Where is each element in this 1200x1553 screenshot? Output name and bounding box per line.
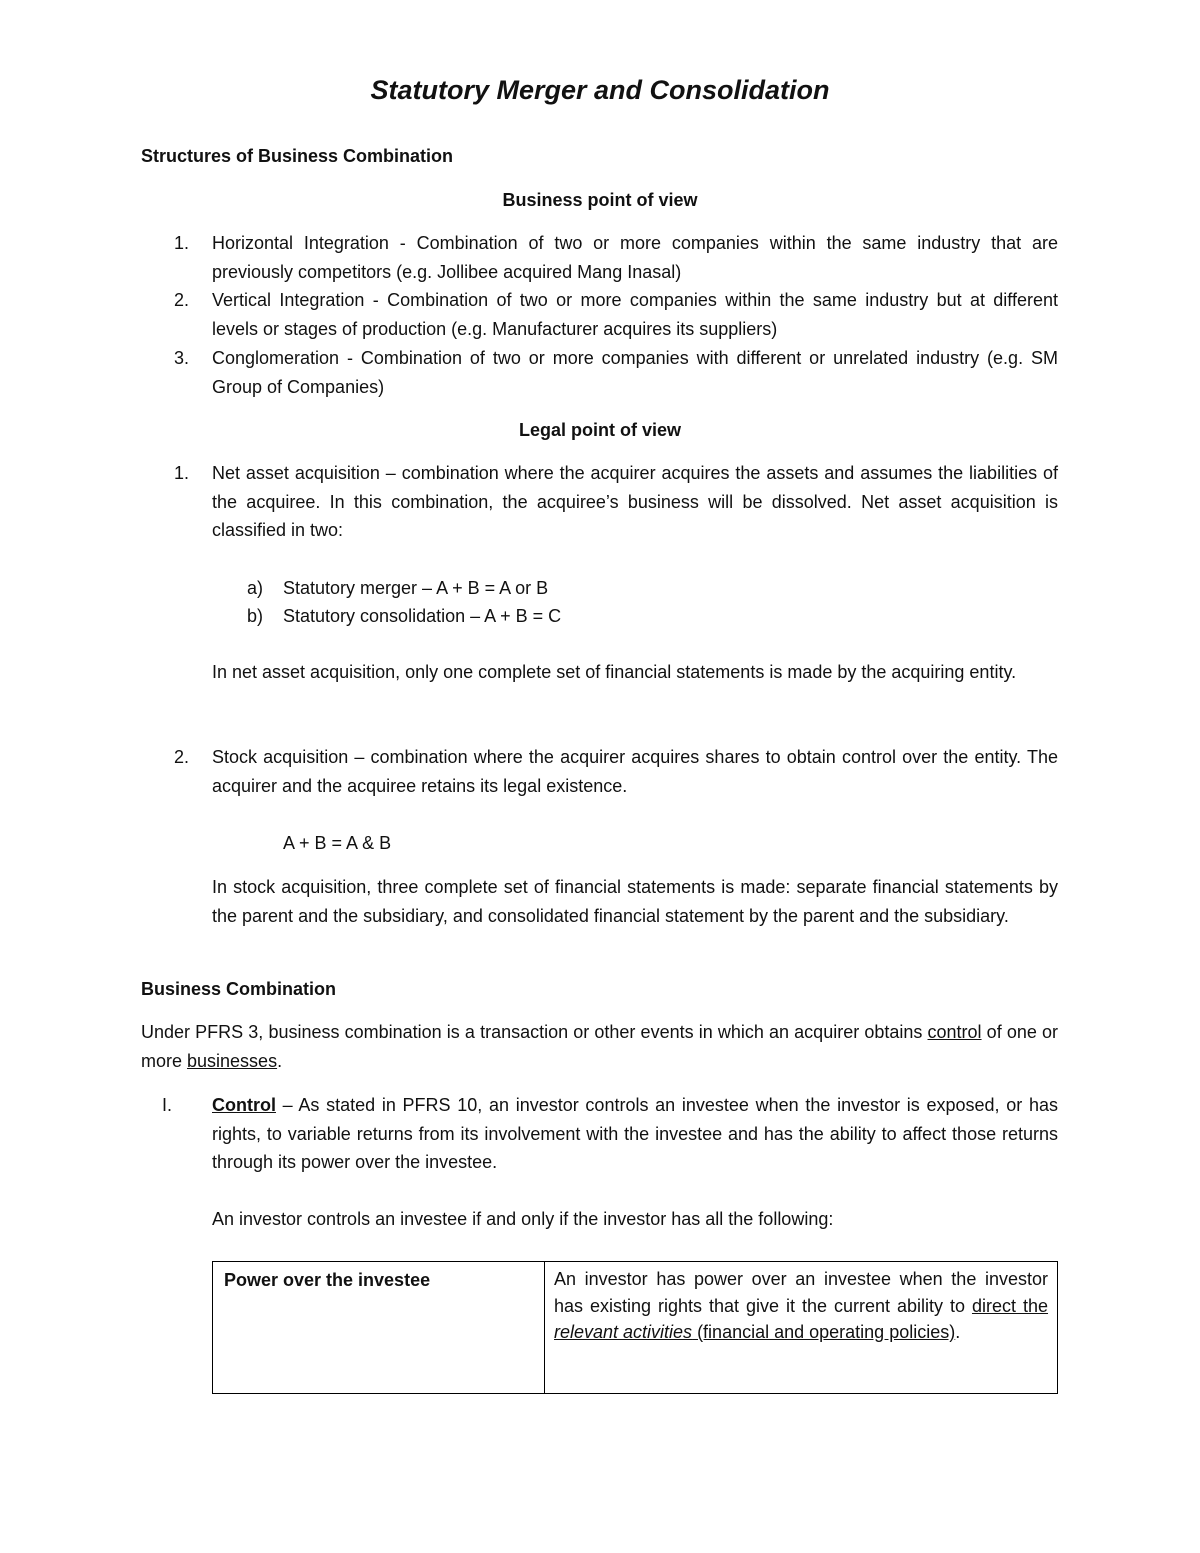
sub-item-statutory-merger: Statutory merger – A + B = A or B: [283, 578, 549, 598]
list-item-text: - Combination of two or more companies within the same industry but at different levels or stages of production (e.g. Manufacturer acquires its suppliers): [212, 290, 1058, 339]
business-combination-definition: [141, 1018, 1058, 1075]
sub-item-statutory-consolidation: Statutory consolidation – A + B = C: [283, 606, 562, 626]
list-item-text: - Combination of two or more companies within the same industry that are previously competitors (e.g. Jollibee acquired Mang Inasal): [212, 233, 1058, 282]
table-divider: [544, 1262, 545, 1393]
list-item-conglomeration: [212, 344, 1058, 401]
list-item-term: Vertical Integration: [212, 290, 365, 310]
list-item-text: - Combination of two or more companies with different or unrelated industry (e.g. SM Group of Companies): [212, 348, 1058, 397]
definition-text: .: [277, 1050, 283, 1071]
roman-numeral: I.: [162, 1095, 173, 1115]
list-number: 2.: [174, 747, 190, 767]
table-cell-criterion: Power over the investee: [224, 1270, 431, 1290]
section-heading-structures: Structures of Business Combination: [141, 146, 454, 166]
list-number: 1.: [174, 463, 190, 483]
list-number: 2.: [174, 290, 190, 310]
control-text: – As stated in PFRS 10, an investor controls an investee when the investor is exposed, or has rights, to variable returns from its involvement with the investee and has the ability to affect those returns through its power over the investee.: [212, 1095, 1058, 1172]
description-text: direct the: [971, 1295, 1049, 1316]
control-term: Control: [212, 1095, 276, 1115]
list-number: 1.: [174, 233, 190, 253]
list-item-horizontal: [212, 229, 1058, 286]
controls-intro: An investor controls an investee if and only if the investor has all the following:: [212, 1209, 834, 1229]
page-title: Statutory Merger and Consolidation: [370, 75, 830, 105]
sub-item-label: b): [247, 606, 264, 626]
description-text: (financial and operating policies): [692, 1322, 956, 1342]
description-text: An investor has power over an investee when the investor has existing rights that give it the current ability to: [554, 1269, 1048, 1316]
definition-control-term: control: [927, 1022, 982, 1042]
description-text: .: [955, 1322, 961, 1342]
section-heading-business-combination: Business Combination: [141, 979, 337, 999]
definition-text: Under PFRS 3, business combination is a transaction or other events in which an acquirer obtains: [141, 1022, 928, 1042]
list-item-term: Conglomeration: [212, 348, 340, 368]
table-cell-description: [554, 1266, 1048, 1346]
definition-text: of one or more: [141, 1022, 1058, 1071]
note-net-asset: In net asset acquisition, only one complete set of financial statements is made by the acquiring entity.: [212, 662, 1017, 682]
subheading-legal-pov: Legal point of view: [518, 420, 681, 440]
control-criteria-table: [212, 1261, 1058, 1394]
list-item-vertical: [212, 286, 1058, 343]
list-number: 3.: [174, 348, 190, 368]
definition-businesses-term: businesses: [187, 1050, 278, 1071]
list-item-term: Horizontal Integration: [212, 233, 389, 253]
note-stock-acquisition: In stock acquisition, three complete set of financial statements is made: separate financial statements by the parent and the subsidiary, and consolidated financial statement by the parent and the subsidiary.: [212, 877, 1058, 926]
control-definition: [212, 1091, 1058, 1177]
list-item-net-asset-acquisition: Net asset acquisition – combination where the acquirer acquires the assets and assumes the liabilities of the acquiree. In this combination, the acquiree’s business will be dissolved. Net asset acquisition is classified in two:: [212, 463, 1058, 540]
formula-stock-acquisition: A + B = A & B: [283, 833, 392, 853]
description-italic-term: relevant activities: [554, 1322, 693, 1342]
list-item-stock-acquisition: Stock acquisition – combination where the acquirer acquires shares to obtain control over the entity. The acquirer and the acquiree retains its legal existence.: [212, 747, 1058, 796]
sub-item-label: a): [247, 578, 264, 598]
subheading-business-pov: Business point of view: [502, 190, 698, 210]
